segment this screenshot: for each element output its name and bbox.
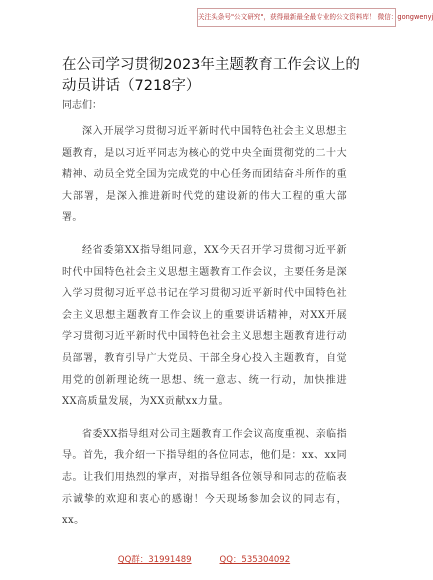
body-paragraph: 省委XX指导组对公司主题教育工作会议高度重视、亲临指导。首先，我介绍一下指导组的各位同志，他们是：xx、xx同志。让我们用热烈的掌声，对指导组各位领导和同志的莅临表示诚挚的欢迎和衷心的感谢！今天现场参加会议的同志有，xx。 (62, 428, 347, 527)
footer-qq-contact: QQ：535304092 (219, 555, 291, 565)
document-body (62, 121, 347, 543)
footer-qq-group: QQ群：31991489 (117, 555, 192, 565)
footer (0, 553, 408, 565)
document-title: 在公司学习贯彻2023年主题教育工作会议上的动员讲话（7218字） (62, 57, 360, 94)
top-banner: 关注头条号"公文研究"，获得最新最全最专业的公文资料库！ 微信：gongwenyj (197, 8, 396, 27)
salutation: 同志们： (62, 100, 102, 111)
body-paragraph: 经省委第XX指导组同意，XX今天召开学习贯彻习近平新时代中国特色社会主义思想主题教育工作会议，主要任务是深入学习贯彻习近平总书记在学习贯彻习近平新时代中国特色社会主义思想主题教育工作会议上的重要讲话精神，对XX开展学习贯彻习近平新时代中国特色社会主义思想主题教育进行动员部署，教育引导广大党员、干部全身心投入主题教育，自觉用党的创新理论统一思想、统一意志、统一行动，加快推进XX高质量发展，为XX贡献xx力量。 (62, 244, 347, 408)
body-paragraph: 深入开展学习贯彻习近平新时代中国特色社会主义思想主题教育，是以习近平同志为核心的党中央全面贯彻党的二十大精神、动员全党全国为完成党的中心任务而团结奋斗所作的重大部署，是深入推进新时代党的建设新的伟大工程的重大部署。 (62, 126, 347, 224)
